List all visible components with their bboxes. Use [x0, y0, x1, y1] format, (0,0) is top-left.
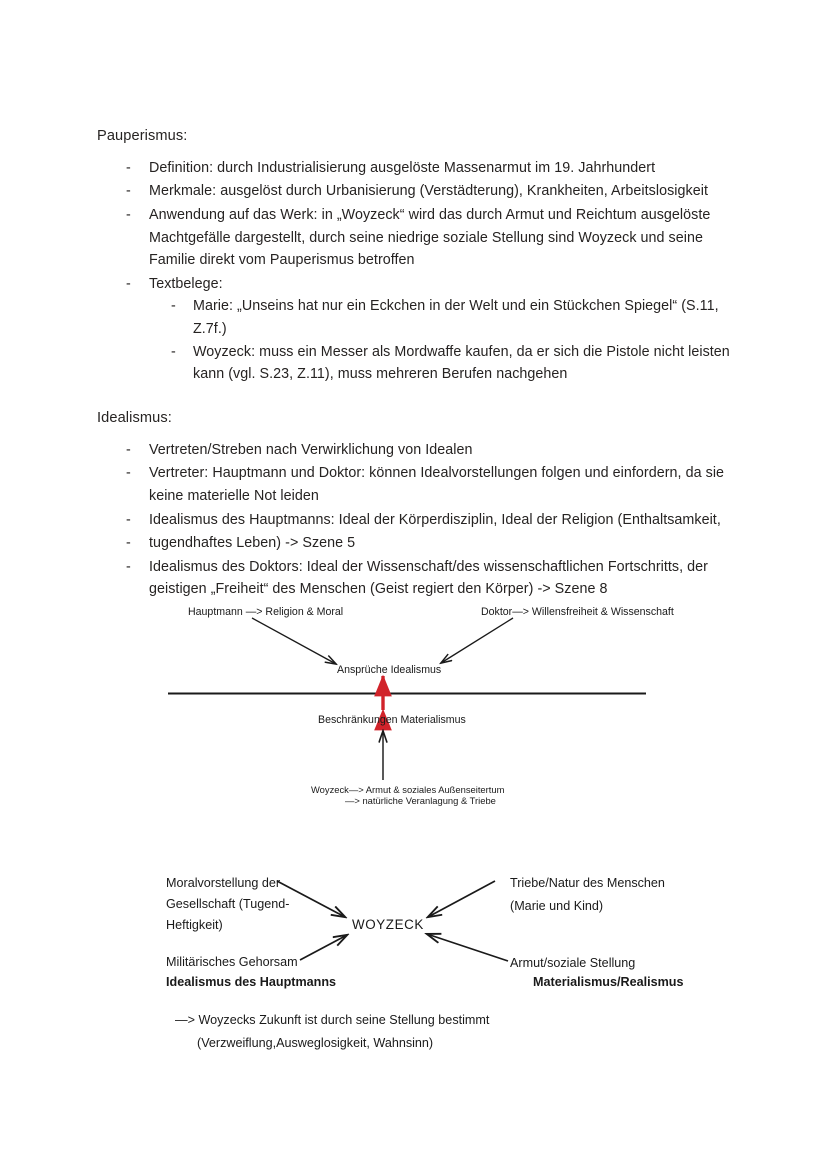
- label-hauptmann-religion-moral: Hauptmann —> Religion & Moral: [188, 606, 344, 618]
- bullet-text: Woyzeck: muss ein Messer als Mordwaffe kaufen, da er sich die Pistole nicht leisten kann (vgl. S.23, Z.11), muss mehreren Berufen nachgehen: [193, 343, 730, 383]
- bullet-text: Merkmale: ausgelöst durch Urbanisierung (Verstädterung), Krankheiten, Arbeitslosigkeit: [149, 183, 708, 200]
- label-woyzeck-veranlagung-triebe: —> natürliche Veranlagung & Triebe: [345, 795, 496, 806]
- label-triebe-natur-line1: Triebe/Natur des Menschen: [510, 876, 665, 890]
- bullet-text: Idealismus des Doktors: Ideal der Wissenschaft/des wissenschaftlichen Fortschritts, der geistigen „Freiheit“ des Menschen (Geist regiert den Körper) -> Szene 8: [149, 558, 708, 598]
- bullet-dash: -: [126, 558, 131, 575]
- conclusion-line-1: —> Woyzecks Zukunft ist durch seine Stellung bestimmt: [175, 1013, 490, 1027]
- bullet-dash: -: [171, 298, 176, 315]
- bullet-dash: -: [126, 183, 131, 200]
- label-moralvorstellung-line3: Heftigkeit): [166, 918, 223, 932]
- bullet-dash: -: [126, 465, 131, 482]
- label-woyzeck-center: WOYZECK: [352, 917, 424, 932]
- label-anspruche-idealismus: Ansprüche Idealismus: [337, 664, 442, 676]
- bullet-dash: -: [126, 275, 131, 292]
- bullet-text: Anwendung auf das Werk: in „Woyzeck“ wird das durch Armut und Reichtum ausgelöste Machtgefälle dargestellt, durch seine niedrige soziale Stellung sind Woyzeck und seine Familie direkt vom Pauperismus betroffen: [149, 207, 711, 269]
- bullet-dash: -: [126, 207, 131, 224]
- bullet-text: Definition: durch Industrialisierung ausgelöste Massenarmut im 19. Jahrhundert: [149, 159, 656, 176]
- label-triebe-natur-line2: (Marie und Kind): [510, 899, 604, 913]
- arrow-triebe-to-woyzeck: [428, 881, 495, 917]
- label-woyzeck-armut-aussenseitertum: Woyzeck—> Armut & soziales Außenseitertum: [311, 784, 505, 795]
- label-militarisches-gehorsam: Militärisches Gehorsam: [166, 955, 298, 969]
- section-heading-pauperismus: Pauperismus:: [97, 128, 188, 144]
- bullet-dash: -: [126, 511, 131, 528]
- label-doktor-willensfreiheit-wissenschaft: Doktor—> Willensfreiheit & Wissenschaft: [481, 606, 674, 618]
- bullet-text: Textbelege:: [149, 275, 223, 292]
- section-heading-idealismus: Idealismus:: [97, 410, 172, 426]
- conclusion-line-2: (Verzweiflung,Ausweglosigkeit, Wahnsinn): [197, 1036, 434, 1050]
- label-materialismus-realismus: Materialismus/Realismus: [533, 975, 684, 989]
- bullet-dash: -: [171, 343, 176, 360]
- label-beschrankungen-materialismus: Beschränkungen Materialismus: [318, 714, 466, 726]
- arrow-armut-to-woyzeck: [427, 934, 508, 961]
- label-armut-soziale-stellung: Armut/soziale Stellung: [510, 956, 636, 970]
- bullet-dash: -: [126, 535, 131, 552]
- label-idealismus-des-hauptmanns: Idealismus des Hauptmanns: [166, 975, 337, 989]
- arrow-militar-to-woyzeck: [300, 935, 347, 960]
- bullet-text: Vertreten/Streben nach Verwirklichung von Idealen: [149, 441, 473, 458]
- bullet-text: Idealismus des Hauptmanns: Ideal der Körperdisziplin, Ideal der Religion (Enthaltsamkeit,: [149, 511, 721, 528]
- bullet-text: tugendhaftes Leben) -> Szene 5: [149, 535, 356, 552]
- bullet-text: Vertreter: Hauptmann und Doktor: können Idealvorstellungen folgen und einfordern, da sie keine materielle Not leiden: [149, 465, 725, 505]
- label-moralvorstellung-line2: Gesellschaft (Tugend-: [166, 897, 290, 911]
- bullet-dash: -: [126, 441, 131, 458]
- bullet-text: Marie: „Unseins hat nur ein Eckchen in der Welt und ein Stückchen Spiegel“ (S.11, Z.7f.): [193, 298, 719, 337]
- bullet-dash: -: [126, 159, 131, 176]
- label-moralvorstellung-line1: Moralvorstellung der: [166, 876, 281, 890]
